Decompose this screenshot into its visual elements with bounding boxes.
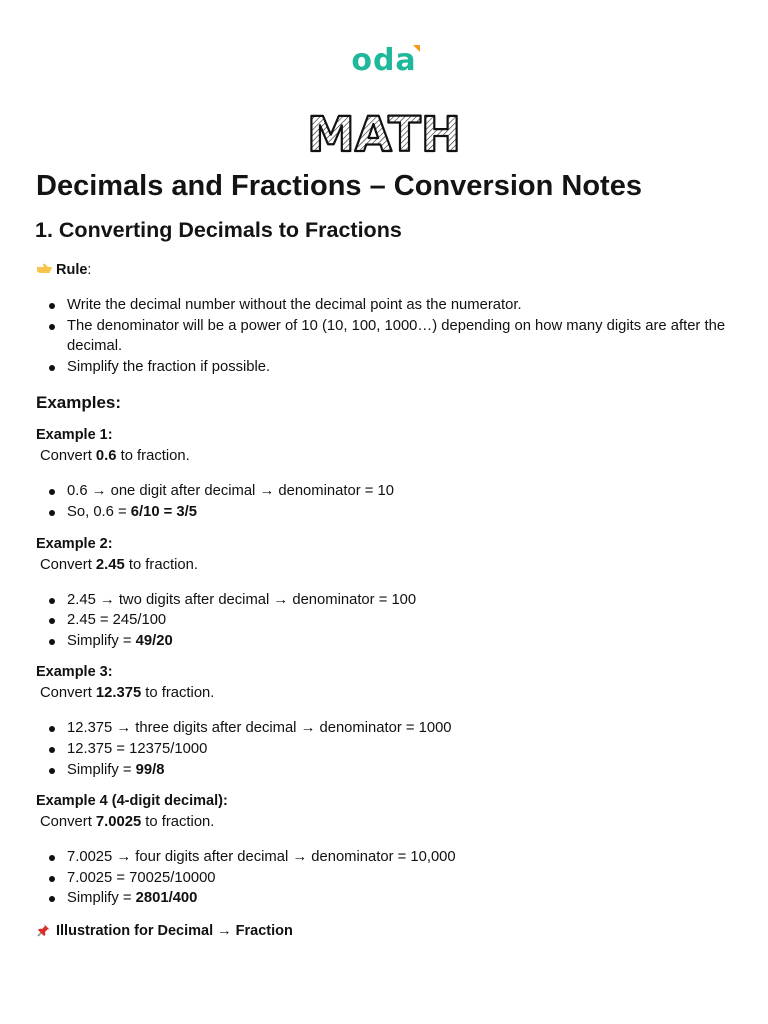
example-step bbox=[36, 502, 736, 523]
rule-label-line bbox=[36, 260, 736, 280]
example-step bbox=[36, 610, 736, 631]
example-step bbox=[36, 481, 736, 502]
example-prompt-prefix: Convert bbox=[40, 448, 96, 465]
section-heading: 1. Converting Decimals to Fractions bbox=[35, 218, 402, 242]
step-text: Simplify = bbox=[67, 761, 136, 778]
example-prompt bbox=[36, 682, 736, 704]
example-block bbox=[36, 425, 736, 522]
illustration-label: Illustration for Decimal → Fraction bbox=[56, 922, 293, 939]
step-text: 7.0025 = 70025/10000 bbox=[67, 869, 216, 886]
example-title: Example 3: bbox=[36, 664, 113, 681]
rule-list bbox=[36, 295, 736, 377]
example-step bbox=[36, 868, 736, 889]
rule-item: Write the decimal number without the decimal point as the numerator. bbox=[36, 295, 736, 316]
example-prompt bbox=[36, 445, 736, 467]
example-step bbox=[36, 718, 736, 739]
step-result: 99/8 bbox=[135, 761, 165, 778]
example-value: 12.375 bbox=[95, 685, 142, 702]
example-step bbox=[36, 631, 736, 652]
example-prompt-suffix: to fraction. bbox=[124, 556, 198, 573]
example-title: Example 1: bbox=[36, 427, 113, 444]
step-text: So, 0.6 = bbox=[67, 503, 131, 520]
logo-accent-mark bbox=[413, 45, 420, 52]
step-text: 2.45 → two digits after decimal → denominator = 100 bbox=[67, 591, 417, 608]
math-title-text: MATH bbox=[306, 107, 462, 160]
rule-colon: : bbox=[87, 262, 92, 278]
step-text: 0.6 → one digit after decimal → denominator = 10 bbox=[67, 483, 394, 500]
illustration-heading bbox=[36, 921, 736, 941]
example-title: Example 4 (4-digit decimal): bbox=[36, 793, 228, 810]
example-prompt-suffix: to fraction. bbox=[141, 814, 215, 831]
examples-container bbox=[36, 425, 736, 909]
step-text: 12.375 = 12375/1000 bbox=[67, 740, 208, 757]
example-steps bbox=[36, 718, 736, 780]
example-step bbox=[36, 739, 736, 760]
logo-wordmark bbox=[351, 44, 416, 78]
example-title: Example 2: bbox=[36, 535, 113, 552]
document-body bbox=[36, 166, 736, 941]
page-title: Decimals and Fractions – Conversion Notes bbox=[36, 170, 642, 202]
example-prompt-prefix: Convert bbox=[40, 814, 96, 831]
example-step bbox=[36, 888, 736, 909]
step-text: Simplify = bbox=[67, 632, 136, 649]
step-text: Simplify = bbox=[67, 890, 136, 907]
rule-item: Simplify the fraction if possible. bbox=[36, 357, 736, 378]
example-prompt-prefix: Convert bbox=[40, 685, 96, 702]
example-steps bbox=[36, 847, 736, 909]
example-steps bbox=[36, 481, 736, 522]
rule-item: The denominator will be a power of 10 (10, 100, 1000…) depending on how many digits are after the decimal. bbox=[36, 316, 736, 357]
example-prompt bbox=[36, 554, 736, 576]
example-value: 7.0025 bbox=[95, 814, 142, 831]
rule-label: Rule bbox=[56, 262, 88, 278]
step-result: 2801/400 bbox=[135, 890, 198, 907]
logo-text: oda bbox=[351, 43, 417, 78]
pushpin-icon bbox=[36, 922, 52, 938]
example-value: 2.45 bbox=[95, 556, 125, 573]
example-block bbox=[36, 662, 736, 780]
examples-heading: Examples: bbox=[36, 393, 122, 413]
example-block bbox=[36, 534, 736, 652]
example-step bbox=[36, 847, 736, 868]
example-value: 0.6 bbox=[95, 448, 117, 465]
step-result: 6/10 = 3/5 bbox=[130, 503, 197, 520]
example-steps bbox=[36, 590, 736, 652]
example-step bbox=[36, 590, 736, 611]
step-result: 49/20 bbox=[135, 632, 173, 649]
example-block bbox=[36, 791, 736, 909]
step-text: 7.0025 → four digits after decimal → denominator = 10,000 bbox=[67, 849, 456, 866]
step-text: 2.45 = 245/100 bbox=[67, 612, 167, 629]
example-prompt-prefix: Convert bbox=[40, 556, 96, 573]
oda-logo bbox=[0, 44, 768, 78]
example-step bbox=[36, 760, 736, 781]
step-text: 12.375 → three digits after decimal → denominator = 1000 bbox=[67, 720, 452, 737]
example-prompt bbox=[36, 811, 736, 833]
subject-banner bbox=[0, 104, 768, 165]
math-title-graphic bbox=[304, 104, 464, 160]
pointing-hand-icon bbox=[36, 263, 52, 275]
example-prompt-suffix: to fraction. bbox=[116, 448, 190, 465]
example-prompt-suffix: to fraction. bbox=[141, 685, 215, 702]
